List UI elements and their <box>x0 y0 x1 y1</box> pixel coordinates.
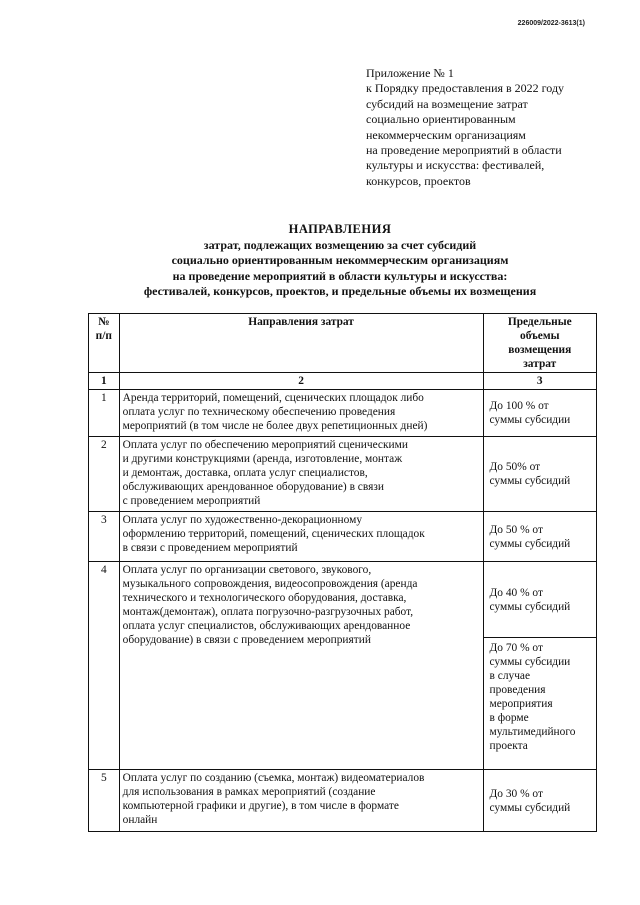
table-header-row <box>89 314 597 373</box>
document-title <box>95 222 585 299</box>
costs-table <box>88 313 597 832</box>
row-direction: Оплата услуг по созданию (съемка, монтаж) видеоматериалов для использования в рамках мероприятий (создание компьютерной графики и другие), в том числе в формате онлайн <box>119 770 483 832</box>
row-direction: Аренда территорий, помещений, сценических площадок либо оплата услуг по техническому обеспечению проведения мероприятий (в том числе не более двух репетиционных дней) <box>119 390 483 437</box>
column-number: 2 <box>119 373 483 390</box>
appendix-header <box>366 66 606 189</box>
appendix-line: к Порядку предоставления в 2022 году <box>366 81 565 96</box>
table-row <box>89 437 597 512</box>
row-limit: До 50 % от суммы субсидий <box>483 512 596 562</box>
column-numbers-row <box>89 373 597 390</box>
appendix-line: субсидий на возмещение затрат <box>366 96 528 111</box>
row-limit-alt: До 70 % от суммы субсидии в случае проведения мероприятия в форме мультимедийного проекта <box>483 638 596 770</box>
table-row <box>89 390 597 437</box>
row-number: 2 <box>89 437 120 512</box>
column-number: 3 <box>483 373 596 390</box>
row-limit: До 100 % от суммы субсидии <box>483 390 596 437</box>
row-limit: До 30 % от суммы субсидий <box>483 770 596 832</box>
row-limit: До 50% от суммы субсидий <box>483 437 596 512</box>
row-direction: Оплата услуг по обеспечению мероприятий сценическими и другими конструкциями (аренда, изготовление, монтаж и демонтаж, доставка, оплата услуг специалистов, обслуживающих арендованное оборудование) в связи с проведением мероприятий <box>119 437 483 512</box>
row-number: 1 <box>89 390 120 437</box>
appendix-line: социально ориентированным <box>366 112 516 127</box>
row-direction: Оплата услуг по художественно-декорационному оформлению территорий, помещений, сценических площадок в связи с проведением мероприятий <box>119 512 483 562</box>
column-number: 1 <box>89 373 120 390</box>
title-line: затрат, подлежащих возмещению за счет субсидий <box>203 238 477 253</box>
row-number: 5 <box>89 770 120 832</box>
row-number: 3 <box>89 512 120 562</box>
table-row <box>89 770 597 832</box>
appendix-line: культуры и искусства: фестивалей, <box>366 158 545 173</box>
appendix-line: Приложение № 1 <box>366 66 454 80</box>
title-line: социально ориентированным некоммерческим организациям <box>171 253 509 268</box>
appendix-line: конкурсов, проектов <box>366 173 471 188</box>
row-number: 4 <box>89 562 120 770</box>
title-line: фестивалей, конкурсов, проектов, и предельные объемы их возмещения <box>143 283 537 298</box>
table-row <box>89 512 597 562</box>
title-main: НАПРАВЛЕНИЯ <box>288 222 392 236</box>
title-line: на проведение мероприятий в области культуры и искусства: <box>172 268 508 283</box>
appendix-line: на проведение мероприятий в области <box>366 143 562 158</box>
header-limit: Предельные объемы возмещения затрат <box>483 314 596 373</box>
row-direction: Оплата услуг по организации светового, звукового, музыкального сопровождения, видеосопровождения (аренда технического и технологического оборудования, доставка, монтаж(демонтаж), оплата погрузочно-разгрузочных работ, оплата услуг специалистов, обслуживающих арендованное оборудование) в связи с проведением мероприятий <box>119 562 483 770</box>
row-limit: До 40 % от суммы субсидий <box>483 562 596 638</box>
header-direction: Направления затрат <box>119 314 483 373</box>
header-num: № п/п <box>89 314 120 373</box>
document-number: 226009/2022-3613(1) <box>517 20 585 27</box>
table-row <box>89 562 597 638</box>
appendix-line: некоммерческим организациям <box>366 127 526 142</box>
